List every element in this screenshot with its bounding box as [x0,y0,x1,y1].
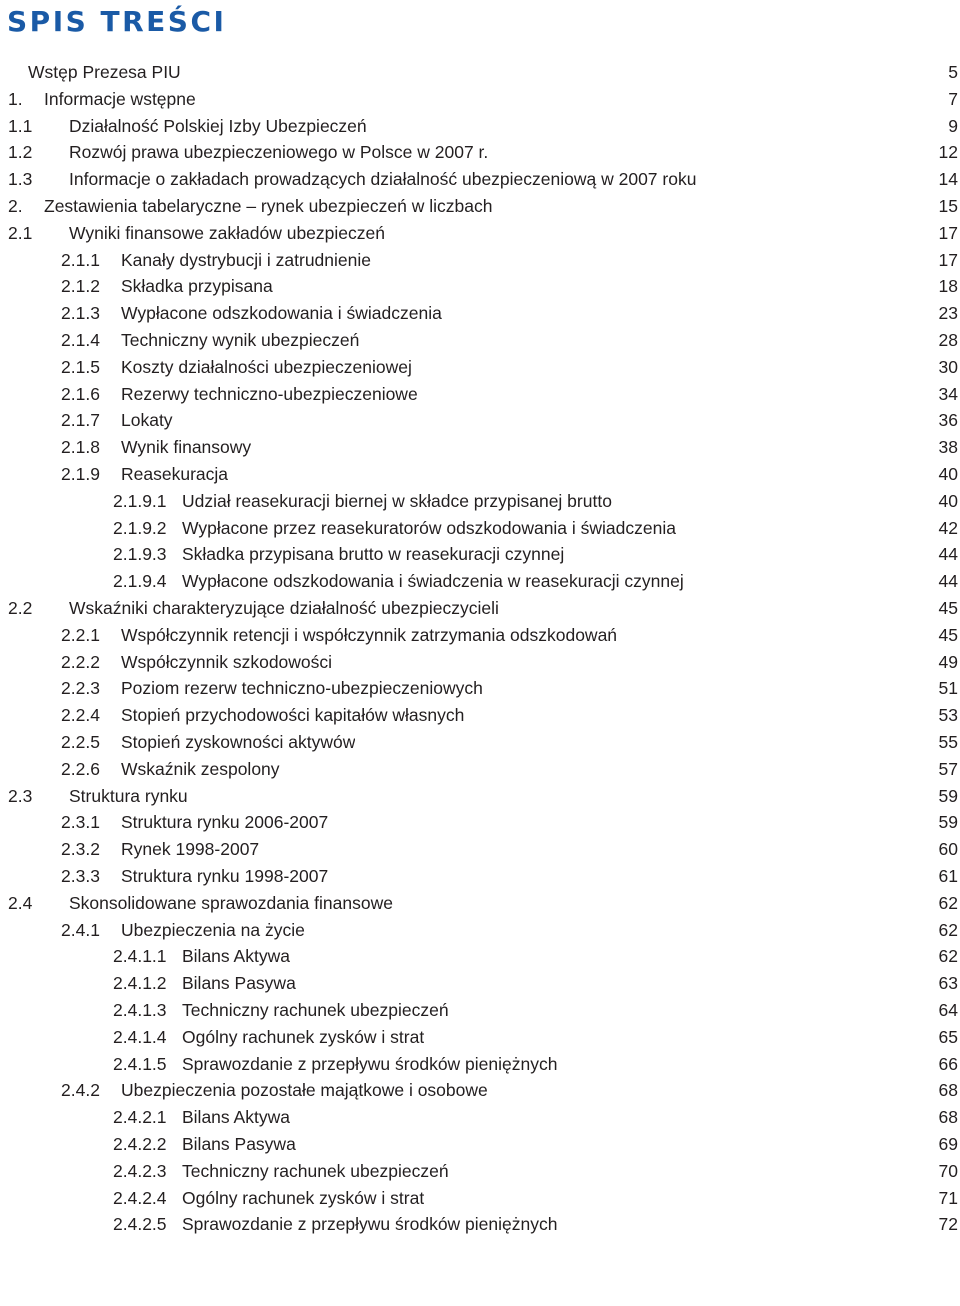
toc-entry-title: Udział reasekuracji biernej w składce przypisanej brutto [182,491,612,511]
toc-entry[interactable] [113,568,958,594]
toc-entry-title: Koszty działalności ubezpieczeniowej [121,357,412,377]
toc-entry-title: Informacje o zakładach prowadzących działalność ubezpieczeniową w 2007 roku [69,169,697,189]
toc-entry-number: 2.1.2 [61,276,100,296]
toc-entry-page-number: 49 [938,652,958,672]
toc-entry-page-number: 62 [938,893,958,913]
toc-entry-number: 2.3.1 [61,812,100,832]
toc-entry-page-number: 44 [938,571,958,591]
toc-entry-page-number: 59 [938,812,958,832]
toc-entry-title: Techniczny wynik ubezpieczeń [121,330,360,350]
toc-entry-page-number: 64 [938,1000,958,1020]
toc-entry-number: 2.2.6 [61,759,100,779]
toc-entry-number: 2.4.2.2 [113,1134,167,1154]
toc-entry-page-number: 40 [938,464,958,484]
toc-entry-page-number: 36 [938,410,958,430]
toc-entry[interactable] [8,139,958,165]
toc-entry-number: 2.1.8 [61,437,100,457]
toc-entry-title: Wynik finansowy [121,437,252,457]
toc-entry-page-number: 65 [938,1027,958,1047]
toc-entry[interactable] [113,1211,958,1237]
toc-entry-number: 1.2 [8,142,33,162]
toc-entry[interactable] [61,863,958,889]
toc-entry[interactable] [8,783,958,809]
toc-entry[interactable] [113,997,958,1023]
toc-entry-number: 2.1.9.1 [113,491,167,511]
toc-entry[interactable] [113,488,958,514]
toc-entry-title: Kanały dystrybucji i zatrudnienie [121,250,371,270]
toc-entry-page-number: 62 [938,946,958,966]
toc-entry[interactable] [113,943,958,969]
toc-entry-title: Rezerwy techniczno-ubezpieczeniowe [121,384,418,404]
toc-entry-number: 2.3.2 [61,839,100,859]
toc-entry-title: Ogólny rachunek zysków i strat [182,1027,425,1047]
toc-entry[interactable] [8,595,958,621]
toc-entry[interactable] [8,220,958,246]
toc-entry-page-number: 57 [938,759,958,779]
toc-entry-title: Składka przypisana [121,276,273,296]
toc-entry-title: Reasekuracja [121,464,228,484]
toc-entry-page-number: 53 [938,705,958,725]
toc-entry-number: 2.4.2.5 [113,1214,167,1234]
toc-entry[interactable] [61,461,958,487]
toc-entry-page-number: 68 [938,1107,958,1127]
toc-entry-number: 2.2 [8,598,33,618]
toc-entry[interactable] [61,434,958,460]
toc-entry-page-number: 72 [938,1214,958,1234]
toc-entry[interactable] [61,354,958,380]
toc-entry[interactable] [8,113,958,139]
toc-entry-page-number: 63 [938,973,958,993]
toc-entry-number: 2.1.9 [61,464,100,484]
toc-entry-page-number: 38 [938,437,958,457]
toc-entry-title: Wskaźnik zespolony [121,759,280,779]
toc-entry[interactable] [61,702,958,728]
toc-entry-title: Bilans Pasywa [182,1134,296,1154]
toc-entry[interactable] [61,809,958,835]
toc-entry-number: 2.1 [8,223,33,243]
toc-entry-title: Stopień zyskowności aktywów [121,732,356,752]
toc-entry-title: Stopień przychodowości kapitałów własnych [121,705,465,725]
toc-entry-page-number: 51 [938,678,958,698]
toc-entry-page-number: 17 [938,250,958,270]
toc-entry-number: 2.1.3 [61,303,100,323]
toc-entry-title: Sprawozdanie z przepływu środków pieniężnych [182,1054,558,1074]
page-title: SPIS TREŚCI [7,5,227,38]
toc-entry[interactable] [113,1104,958,1130]
toc-entry[interactable] [8,86,958,112]
toc-entry-page-number: 59 [938,786,958,806]
toc-entry-number: 2.1.7 [61,410,100,430]
toc-entry-page-number: 28 [938,330,958,350]
toc-entry-title: Struktura rynku [69,786,188,806]
toc-entry-title: Składka przypisana brutto w reasekuracji czynnej [182,544,565,564]
toc-entry-number: 2.4.2.3 [113,1161,167,1181]
toc-entry-title: Struktura rynku 2006-2007 [121,812,329,832]
toc-entry-number: 2.1.6 [61,384,100,404]
toc-entry-title: Ogólny rachunek zysków i strat [182,1188,425,1208]
toc-entry-page-number: 34 [938,384,958,404]
toc-entry[interactable] [61,622,958,648]
toc-entry[interactable] [61,381,958,407]
toc-entry[interactable] [8,166,958,192]
toc-entry-title: Bilans Pasywa [182,973,296,993]
toc-entry-number: 2.3.3 [61,866,100,886]
toc-entry-title: Wypłacone odszkodowania i świadczenia w reasekuracji czynnej [182,571,684,591]
toc-entry-title: Działalność Polskiej Izby Ubezpieczeń [69,116,367,136]
toc-entry[interactable] [61,649,958,675]
toc-entry-page-number: 45 [938,598,958,618]
toc-entry-page-number: 68 [938,1080,958,1100]
toc-entry-number: 2.1.4 [61,330,100,350]
toc-entry-page-number: 66 [938,1054,958,1074]
toc-entry[interactable] [61,917,958,943]
toc-entry-number: 2.4.1.3 [113,1000,167,1020]
toc-entry-title: Bilans Aktywa [182,1107,290,1127]
toc-entry-number: 2.2.4 [61,705,100,725]
toc-entry-page-number: 9 [948,116,958,136]
toc-entry-title: Sprawozdanie z przepływu środków pieniężnych [182,1214,558,1234]
toc-entry-page-number: 55 [938,732,958,752]
toc-entry[interactable] [113,541,958,567]
toc-entry[interactable] [113,970,958,996]
toc-entry-page-number: 12 [938,142,958,162]
toc-entry-number: 2.1.1 [61,250,100,270]
toc-entry-title: Poziom rezerw techniczno-ubezpieczeniowych [121,678,483,698]
toc-entry-number: 1.1 [8,116,33,136]
toc-entry-title: Wstęp Prezesa PIU [28,62,181,82]
toc-entry-page-number: 5 [948,62,958,82]
toc-entry[interactable] [61,407,958,433]
toc-entry-number: 2.4.1 [61,920,100,940]
toc-entry[interactable] [61,247,958,273]
toc-entry[interactable] [113,1158,958,1184]
toc-entry-title: Bilans Aktywa [182,946,290,966]
toc-entry-title: Informacje wstępne [44,89,196,109]
toc-entry-number: 2.2.3 [61,678,100,698]
toc-entry[interactable] [28,59,958,85]
toc-entry-page-number: 18 [938,276,958,296]
toc-entry-page-number: 7 [948,89,958,109]
toc-entry-title: Zestawienia tabelaryczne – rynek ubezpieczeń w liczbach [44,196,493,216]
toc-entry-page-number: 30 [938,357,958,377]
toc-entry-title: Współczynnik retencji i współczynnik zatrzymania odszkodowań [121,625,618,645]
toc-entry[interactable] [113,1024,958,1050]
toc-entry[interactable] [61,273,958,299]
toc-entry-title: Techniczny rachunek ubezpieczeń [182,1000,449,1020]
toc-entry-number: 2.4.1.1 [113,946,167,966]
toc-entry[interactable] [61,675,958,701]
toc-entry-title: Ubezpieczenia na życie [121,920,305,940]
toc-entry-number: 1. [8,89,23,109]
toc-entry[interactable] [61,836,958,862]
toc-entry-number: 2.1.5 [61,357,100,377]
toc-entry-page-number: 14 [938,169,958,189]
toc-entry[interactable] [61,327,958,353]
toc-entry-page-number: 17 [938,223,958,243]
toc-entry-page-number: 45 [938,625,958,645]
toc-entry-page-number: 70 [938,1161,958,1181]
toc-entry-number: 2.2.1 [61,625,100,645]
toc-entry-title: Współczynnik szkodowości [121,652,333,672]
toc-entry-number: 2.1.9.4 [113,571,167,591]
toc-entry-number: 2.4.2.4 [113,1188,167,1208]
toc-entry[interactable] [61,729,958,755]
toc-entry-number: 2.1.9.2 [113,518,167,538]
toc-entry-title: Skonsolidowane sprawozdania finansowe [69,893,393,913]
toc-entry-page-number: 15 [938,196,958,216]
toc-entry-title: Ubezpieczenia pozostałe majątkowe i osobowe [121,1080,488,1100]
toc-entry[interactable] [61,1077,958,1103]
toc-entry-title: Wypłacone odszkodowania i świadczenia [121,303,442,323]
toc-entry-title: Struktura rynku 1998-2007 [121,866,329,886]
toc-entry-page-number: 40 [938,491,958,511]
toc-entry-title: Rozwój prawa ubezpieczeniowego w Polsce w 2007 r. [69,142,489,162]
toc-entry[interactable] [61,300,958,326]
toc-entry-page-number: 71 [938,1188,958,1208]
toc-entry-number: 1.3 [8,169,33,189]
toc-entry-page-number: 44 [938,544,958,564]
toc-entry[interactable] [113,1051,958,1077]
toc-entry[interactable] [113,1185,958,1211]
toc-entry[interactable] [8,890,958,916]
toc-entry-number: 2.4.1.5 [113,1054,167,1074]
toc-entry-number: 2. [8,196,23,216]
toc-entry-number: 2.4.2 [61,1080,100,1100]
toc-entry-number: 2.4.2.1 [113,1107,167,1127]
toc-entry-page-number: 62 [938,920,958,940]
toc-entry-number: 2.1.9.3 [113,544,167,564]
toc-entry[interactable] [8,193,958,219]
toc-entry-page-number: 69 [938,1134,958,1154]
toc-entry-number: 2.4.1.2 [113,973,167,993]
toc-entry-title: Wyniki finansowe zakładów ubezpieczeń [69,223,385,243]
toc-entry-number: 2.4 [8,893,33,913]
toc-entry-title: Techniczny rachunek ubezpieczeń [182,1161,449,1181]
toc-entry-title: Wypłacone przez reasekuratorów odszkodowania i świadczenia [182,518,676,538]
toc-entry-page-number: 23 [938,303,958,323]
toc-entry-title: Wskaźniki charakteryzujące działalność ubezpieczycieli [69,598,499,618]
toc-entry-number: 2.3 [8,786,33,806]
toc-entry-page-number: 60 [938,839,958,859]
toc-entry-title: Rynek 1998-2007 [121,839,260,859]
toc-entry-number: 2.2.5 [61,732,100,752]
toc-entry-page-number: 42 [938,518,958,538]
toc-entry-title: Lokaty [121,410,173,430]
toc-entry[interactable] [61,756,958,782]
toc-entry-page-number: 61 [938,866,958,886]
toc-entry-number: 2.4.1.4 [113,1027,167,1047]
toc-entry[interactable] [113,515,958,541]
toc-entry[interactable] [113,1131,958,1157]
toc-entry-number: 2.2.2 [61,652,100,672]
